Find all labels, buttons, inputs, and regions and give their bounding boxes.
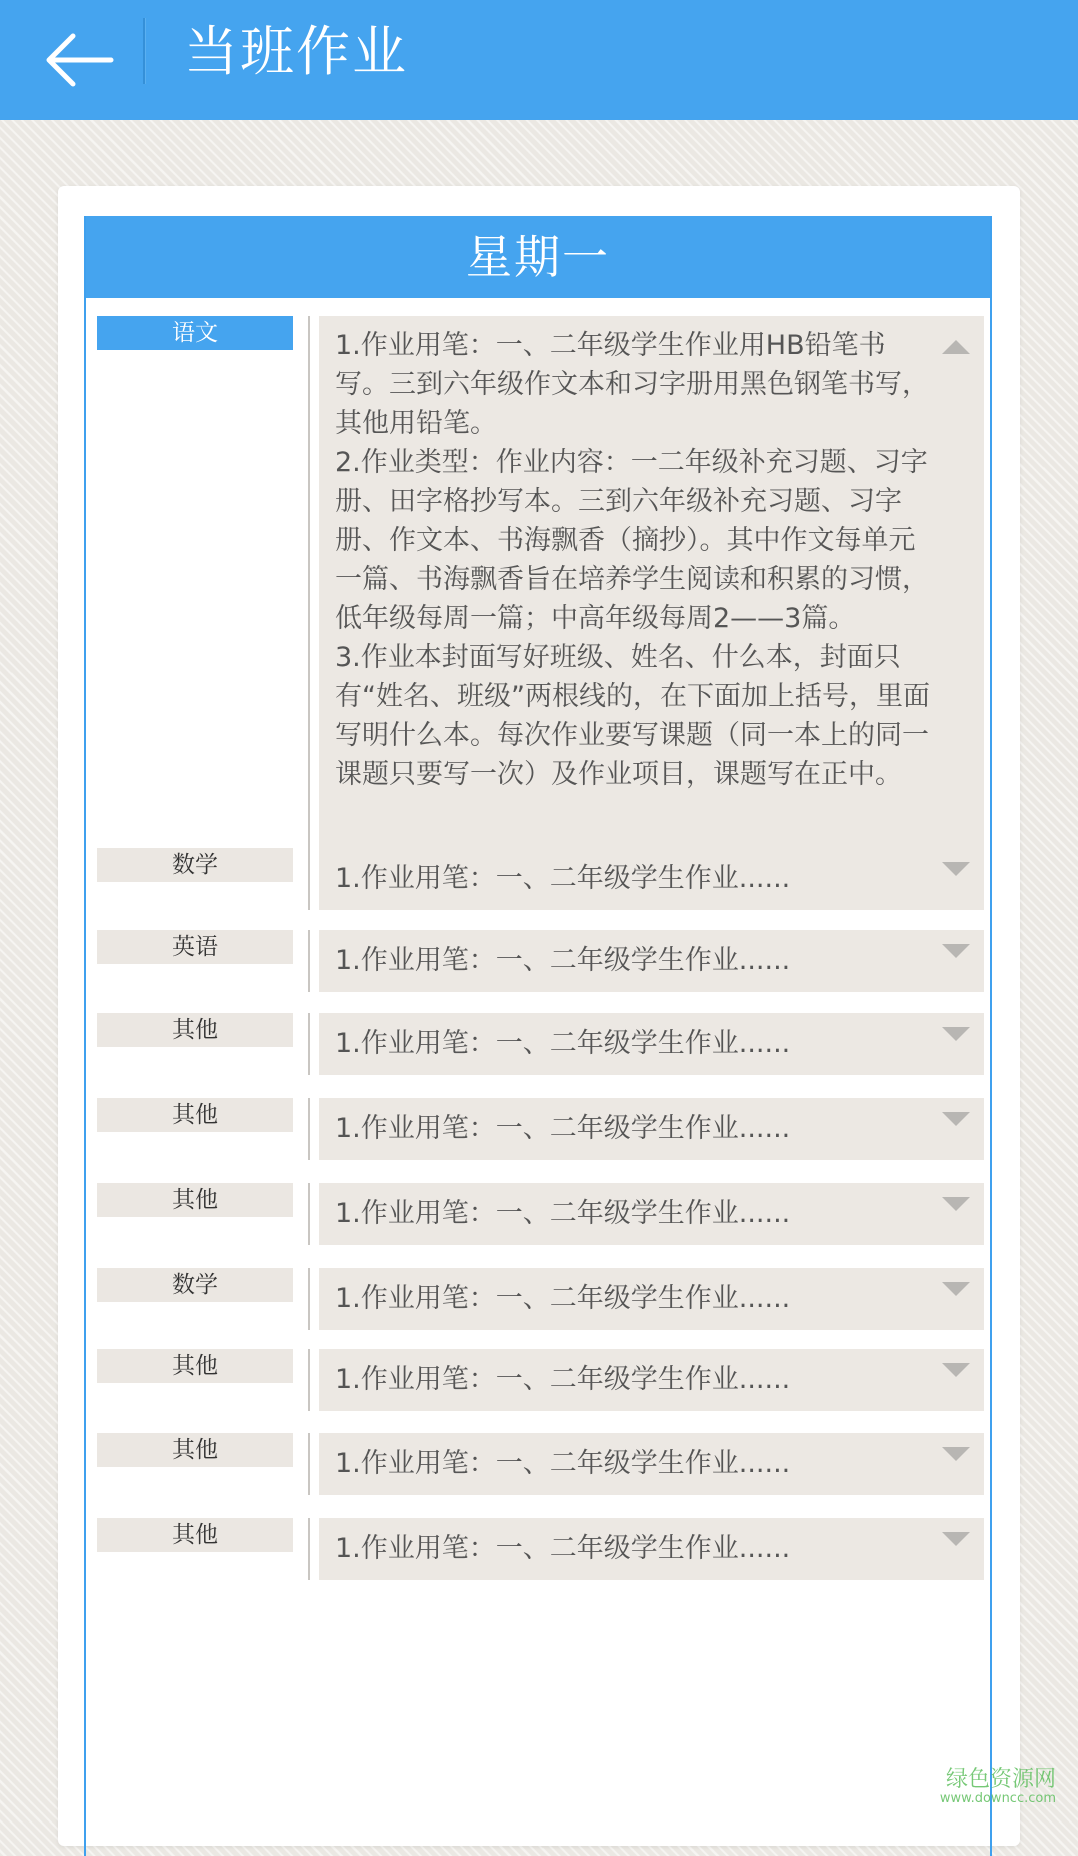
homework-text: 1.作业用笔：一、二年级学生作业用HB铅笔书写。三到六年级作文本和习字册用黑色钢笔书写，其他用铅笔。 2.作业类型：作业内容：一二年级补充习题、习字册、田字格抄写本。三到六年级补充习题、习字册、作文本、书海飘香（摘抄）。其中作文每单元一篇、书海飘香旨在培养学生阅读和积累的习惯，低年级每周一篇；中高年级每周2——3篇。 3.作业本封面写好班级、姓名、什么本，封面只有“姓名、班级”两根线的，在下面加上括号，里面写明什么本。每次作业要写课题（同一本上的同一课题只要写一次）及作业项目，课题写在正中。 — [335, 330, 930, 790]
watermark-title: 绿色资源网 — [945, 1767, 1056, 1792]
homework-detail-expanded[interactable] — [319, 316, 984, 900]
subject-row — [86, 1098, 990, 1160]
app-header — [0, 0, 1078, 120]
day-title: 星期一 — [86, 216, 990, 298]
homework-text: 1.作业用笔：一、二年级学生作业...... — [335, 1448, 791, 1479]
homework-text: 1.作业用笔：一、二年级学生作业...... — [335, 1028, 791, 1059]
caret-down-icon[interactable] — [942, 1532, 970, 1546]
homework-detail-collapsed[interactable] — [319, 1183, 984, 1245]
subject-label: 其他 — [97, 1183, 293, 1217]
subject-row — [86, 1013, 990, 1075]
row-divider — [308, 1349, 310, 1411]
subject-row — [86, 316, 990, 900]
homework-text: 1.作业用笔：一、二年级学生作业...... — [335, 1198, 791, 1229]
day-panel — [84, 216, 992, 1856]
homework-card — [58, 186, 1020, 1846]
row-divider — [308, 1268, 310, 1330]
back-button[interactable] — [24, 6, 134, 114]
homework-text: 1.作业用笔：一、二年级学生作业...... — [335, 1113, 791, 1144]
watermark-url: www.downcc.com — [939, 1791, 1056, 1806]
subject-label: 其他 — [97, 1098, 293, 1132]
homework-detail-collapsed[interactable] — [319, 848, 984, 910]
row-divider — [308, 1433, 310, 1495]
homework-detail-collapsed[interactable] — [319, 930, 984, 992]
subject-label: 其他 — [97, 1013, 293, 1047]
caret-up-icon[interactable] — [942, 340, 970, 354]
caret-down-icon[interactable] — [942, 1027, 970, 1041]
homework-detail-collapsed[interactable] — [319, 1349, 984, 1411]
watermark — [940, 1768, 1056, 1806]
row-divider — [308, 930, 310, 992]
subject-label: 语文 — [97, 316, 293, 350]
homework-text: 1.作业用笔：一、二年级学生作业...... — [335, 1364, 791, 1395]
homework-detail-collapsed[interactable] — [319, 1268, 984, 1330]
caret-down-icon[interactable] — [942, 944, 970, 958]
row-divider — [308, 316, 310, 900]
subject-label: 数学 — [97, 1268, 293, 1302]
subject-row — [86, 1518, 990, 1580]
subject-label: 数学 — [97, 848, 293, 882]
caret-down-icon[interactable] — [942, 1447, 970, 1461]
subject-row — [86, 1349, 990, 1411]
subject-label: 英语 — [97, 930, 293, 964]
caret-down-icon[interactable] — [942, 862, 970, 876]
subject-row — [86, 1183, 990, 1245]
row-divider — [308, 1013, 310, 1075]
subject-row — [86, 848, 990, 910]
homework-detail-collapsed[interactable] — [319, 1098, 984, 1160]
page-title: 当班作业 — [184, 20, 408, 83]
homework-detail-collapsed[interactable] — [319, 1013, 984, 1075]
homework-text: 1.作业用笔：一、二年级学生作业...... — [335, 863, 791, 894]
subject-row — [86, 1433, 990, 1495]
arrow-left-icon — [41, 30, 117, 90]
homework-text: 1.作业用笔：一、二年级学生作业...... — [335, 945, 791, 976]
caret-down-icon[interactable] — [942, 1197, 970, 1211]
caret-down-icon[interactable] — [942, 1363, 970, 1377]
row-divider — [308, 1098, 310, 1160]
row-divider — [308, 1518, 310, 1580]
header-divider — [143, 18, 146, 84]
subject-label: 其他 — [97, 1518, 293, 1552]
caret-down-icon[interactable] — [942, 1282, 970, 1296]
subject-label: 其他 — [97, 1349, 293, 1383]
subject-label: 其他 — [97, 1433, 293, 1467]
caret-down-icon[interactable] — [942, 1112, 970, 1126]
row-divider — [308, 848, 310, 910]
row-divider — [308, 1183, 310, 1245]
homework-text: 1.作业用笔：一、二年级学生作业...... — [335, 1283, 791, 1314]
homework-detail-collapsed[interactable] — [319, 1433, 984, 1495]
homework-detail-collapsed[interactable] — [319, 1518, 984, 1580]
homework-text: 1.作业用笔：一、二年级学生作业...... — [335, 1533, 791, 1564]
subject-row — [86, 1268, 990, 1330]
subject-row — [86, 930, 990, 992]
